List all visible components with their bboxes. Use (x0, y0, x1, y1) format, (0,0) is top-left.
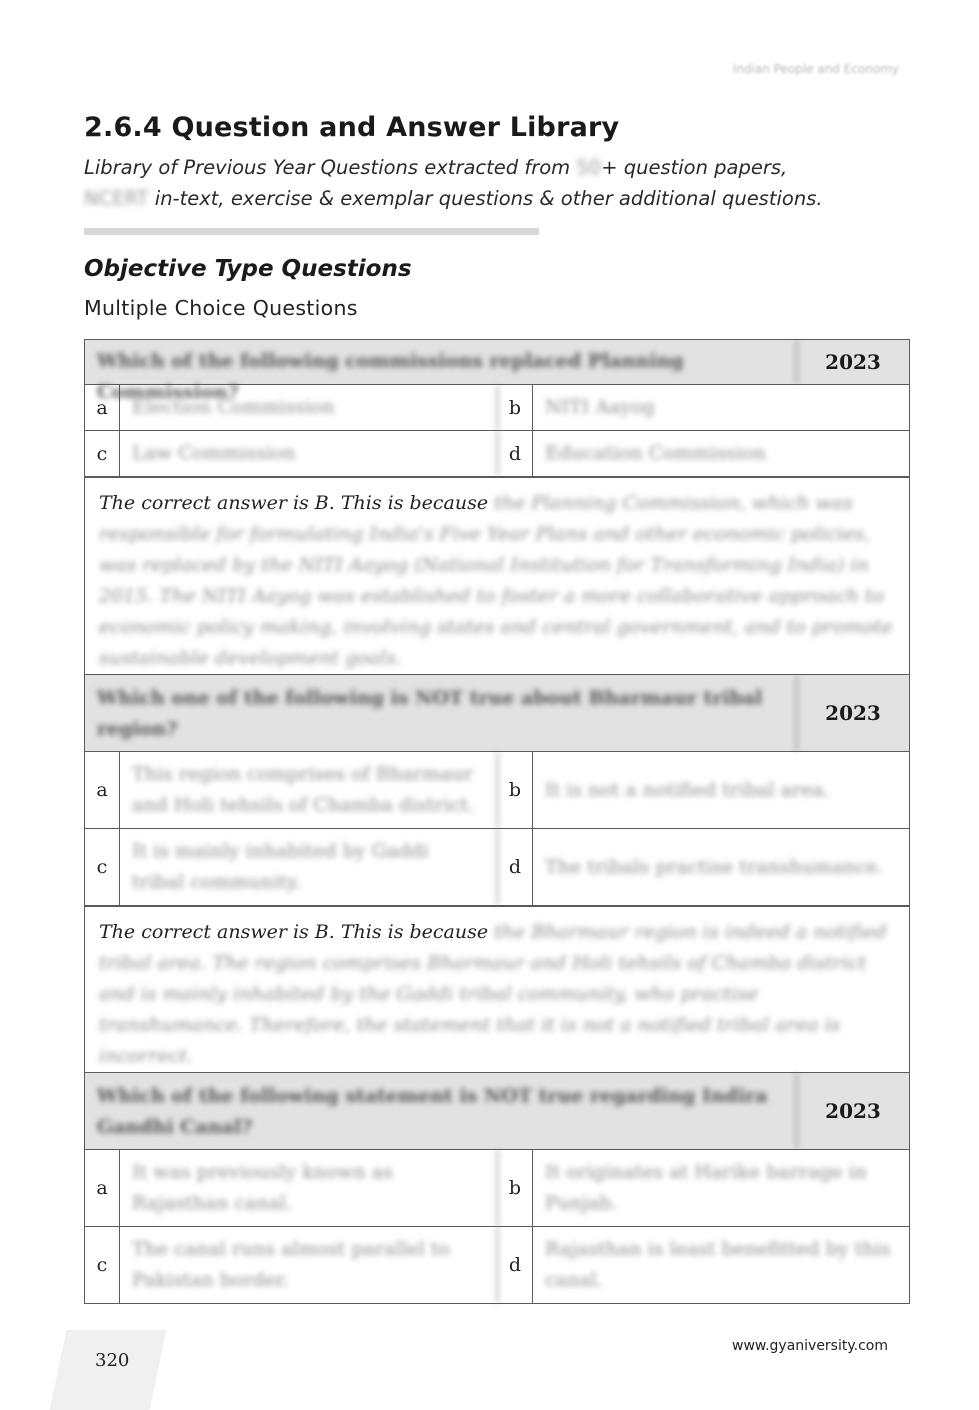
option-text: The tribals practise transhumance. (545, 855, 884, 878)
option-letter: b (498, 752, 533, 828)
question-header (85, 675, 909, 752)
question-text: Which of the following statement is NOT true regarding Indira Gandhi Canal? (85, 1073, 797, 1149)
subtitle-text-3: in-text, exercise & exemplar questions & other additional questions. (148, 187, 823, 210)
option-letter: c (85, 431, 120, 476)
question-text: Which of the following commissions replaced Planning Commission? (85, 340, 797, 384)
answer-body: the Planning Commission, which was responsible for formulating India's Five Year Plans and other economic policies, was replaced by the NITI Aayog (National Institution for Transforming India) in 2015. The NITI Aayog was established to foster a more collaborative approach to economic policy making, involving states and central government, and to promote sustainable development goals. (99, 492, 893, 669)
option-letter: a (85, 752, 120, 828)
option-text: Law Commission (120, 431, 498, 476)
answer-explanation (85, 477, 909, 684)
question-header (85, 1073, 909, 1150)
section-divider (84, 228, 539, 235)
option-text: It is not a notified tribal area. (545, 778, 830, 801)
option-text: This region comprises of Bharmaur and Holi tehsils of Chamba district. (120, 752, 498, 828)
question-header (85, 340, 909, 403)
option-text: Election Commission (120, 385, 498, 430)
running-header: Indian People and Economy (732, 62, 899, 76)
question-year: 2023 (825, 701, 881, 725)
question-year: 2023 (825, 350, 881, 374)
page-number: 320 (95, 1350, 130, 1371)
option-letter: d (498, 829, 533, 905)
option-letter: a (85, 1150, 120, 1226)
option-row (85, 385, 909, 431)
answer-lead: The correct answer is B. This is because (99, 492, 489, 514)
option-text: It originates at Harike barrage in Punjab. (545, 1161, 867, 1214)
website-link[interactable]: www.gyaniversity.com (732, 1338, 888, 1354)
option-text: The canal runs almost parallel to Pakistan border. (120, 1227, 498, 1303)
objective-heading: Objective Type Questions (84, 256, 412, 282)
option-text: NITI Aayog (545, 396, 655, 418)
option-letter: b (498, 1150, 533, 1226)
option-letter: c (85, 829, 120, 905)
question-text: Which one of the following is NOT true about Bharmaur tribal region? (85, 675, 797, 751)
question-card-3 (84, 1072, 910, 1304)
option-letter: a (85, 385, 120, 430)
answer-body: the Bharmaur region is indeed a notified tribal area. The region comprises Bharmaur and Holi tehsils of Chamba district and is mainly inhabited by the Gaddi tribal community, who practise transhumance. Therefore, the statement that it is not a notified tribal area is incorrect. (99, 921, 887, 1067)
question-card-1 (84, 339, 910, 685)
option-letter: d (498, 1227, 533, 1303)
option-row (85, 829, 909, 906)
subtitle-redacted-source: NCERT (84, 187, 149, 210)
option-row (85, 1150, 909, 1227)
answer-lead: The correct answer is B. This is because (99, 921, 489, 943)
option-text: It was previously known as Rajasthan canal. (120, 1150, 498, 1226)
option-letter: d (498, 431, 533, 476)
option-row (85, 752, 909, 829)
option-letter: b (498, 385, 533, 430)
question-card-2 (84, 674, 910, 1083)
subtitle-text-1: Library of Previous Year Questions extracted from (84, 156, 577, 179)
subtitle-redacted-count: 50 (576, 156, 602, 179)
option-text: Education Commission (545, 442, 767, 464)
option-text: Rajasthan is least benefitted by this canal. (545, 1238, 891, 1291)
mcq-subheading: Multiple Choice Questions (84, 296, 358, 320)
answer-explanation (85, 906, 909, 1082)
section-title: 2.6.4 Question and Answer Library (84, 112, 620, 143)
subtitle-text-2: + question papers, (601, 156, 788, 179)
option-letter: c (85, 1227, 120, 1303)
section-subtitle (84, 152, 904, 214)
option-text: It is mainly inhabited by Gaddi tribal community. (120, 829, 498, 905)
option-row (85, 431, 909, 477)
question-year: 2023 (825, 1099, 881, 1123)
option-row (85, 1227, 909, 1303)
